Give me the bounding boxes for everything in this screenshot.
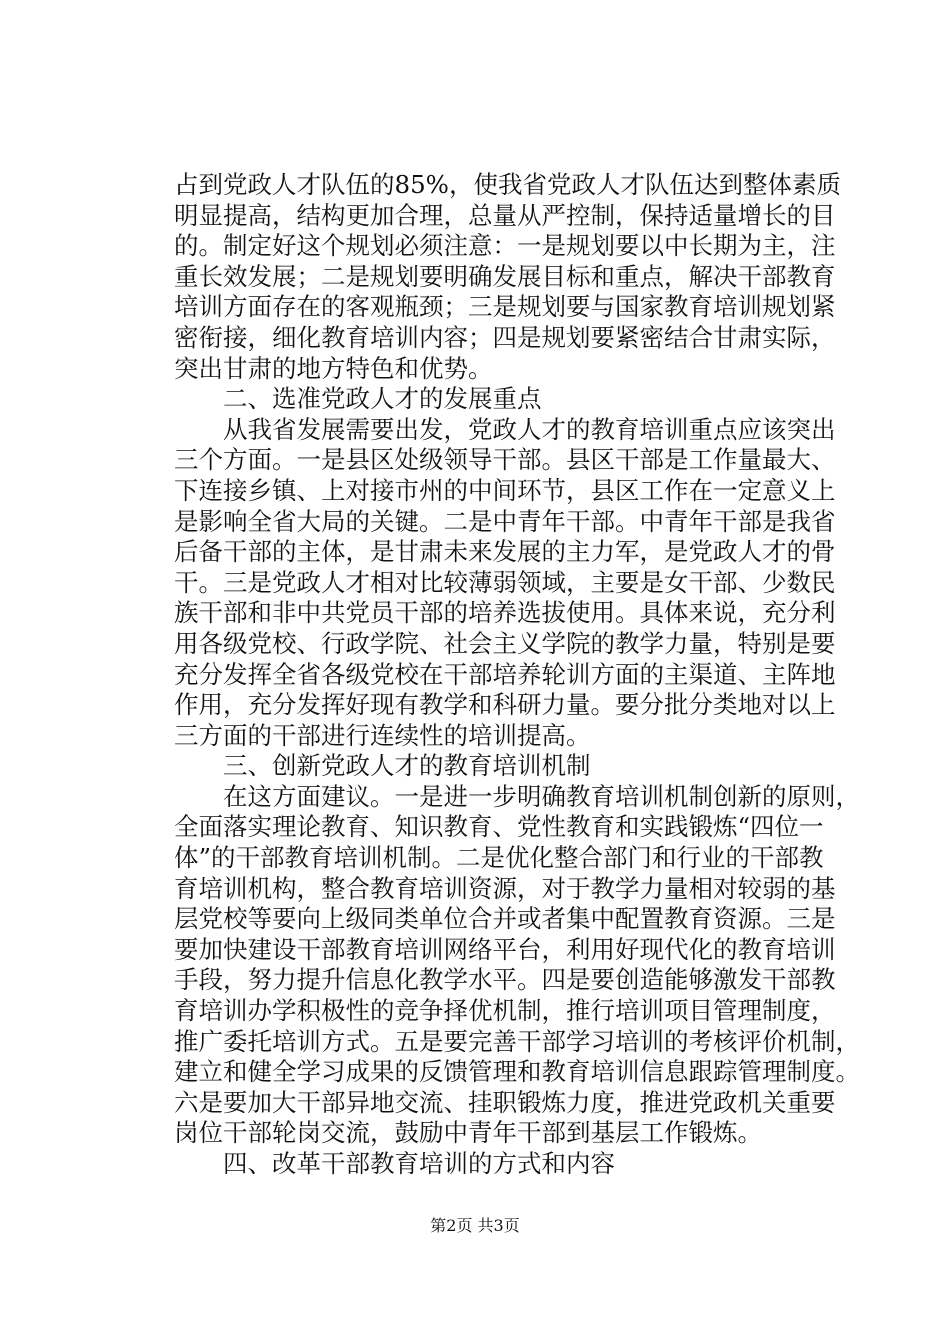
text-line: 干。三是党政人才相对比较薄弱领域，主要是女干部、少数民	[174, 567, 836, 597]
heading-text: 三、创新党政人才的教育培训机制	[223, 751, 591, 781]
text-line: 重长效发展；二是规划要明确发展目标和重点，解决干部教育	[174, 261, 836, 291]
text-line: 三个方面。一是县区处级领导干部。县区干部是工作量最大、	[174, 445, 836, 475]
text-line: 推广委托培训方式。五是要完善干部学习培训的考核评价机制，	[174, 1026, 860, 1056]
paragraph	[174, 170, 841, 384]
document-body	[174, 170, 860, 1180]
text-line: 族干部和非中共党员干部的培养选拔使用。具体来说，充分利	[174, 598, 836, 628]
text-line: 用各级党校、行政学院、社会主义学院的教学力量，特别是要	[174, 628, 836, 658]
section-heading	[174, 751, 776, 782]
text-line: 六是要加大干部异地交流、挂职锻炼力度，推进党政机关重要	[174, 1087, 836, 1117]
text-line: 培训方面存在的客观瓶颈；三是规划要与国家教育培训规划紧	[174, 292, 836, 322]
heading-text: 四、改革干部教育培训的方式和内容	[223, 1149, 615, 1178]
page-footer: 第2页 共3页	[430, 1216, 520, 1235]
text-line: 占到党政人才队伍的85%，使我省党政人才队伍达到整体素质	[174, 170, 841, 199]
section-heading	[174, 384, 776, 415]
text-line: 在这方面建议。一是进一步明确教育培训机制创新的原则，	[223, 781, 860, 811]
section-heading	[174, 1149, 776, 1180]
text-line: 手段，努力提升信息化教学水平。四是要创造能够激发干部教	[174, 965, 836, 995]
text-line: 建立和健全学习成果的反馈管理和教育培训信息跟踪管理制度。	[174, 1057, 860, 1087]
text-line: 的。制定好这个规划必须注意：一是规划要以中长期为主，注	[174, 231, 836, 261]
text-line: 从我省发展需要出发，党政人才的教育培训重点应该突出	[223, 414, 836, 444]
text-line: 下连接乡镇、上对接市州的中间环节，县区工作在一定意义上	[174, 475, 836, 505]
text-line: 后备干部的主体，是甘肃未来发展的主力军，是党政人才的骨	[174, 537, 836, 567]
text-line: 岗位干部轮岗交流，鼓励中青年干部到基层工作锻炼。	[174, 1118, 762, 1148]
text-line: 体”的干部教育培训机制。二是优化整合部门和行业的干部教	[174, 843, 824, 873]
text-line: 育培训办学积极性的竞争择优机制，推行培训项目管理制度，	[174, 996, 836, 1026]
text-line: 三方面的干部进行连续性的培训提高。	[174, 720, 591, 750]
text-line: 要加快建设干部教育培训网络平台，利用好现代化的教育培训	[174, 934, 836, 964]
text-line: 作用，充分发挥好现有教学和科研力量。要分批分类地对以上	[174, 690, 836, 720]
text-line: 明显提高，结构更加合理，总量从严控制，保持适量增长的目	[174, 200, 836, 230]
text-line: 充分发挥全省各级党校在干部培养轮训方面的主渠道、主阵地	[174, 659, 836, 689]
text-line: 全面落实理论教育、知识教育、党性教育和实践锻炼“四位一	[174, 812, 824, 842]
paragraph	[174, 414, 836, 752]
text-line: 是影响全省大局的关键。二是中青年干部。中青年干部是我省	[174, 506, 836, 536]
text-line: 突出甘肃的地方特色和优势。	[174, 353, 493, 383]
text-line: 层党校等要向上级同类单位合并或者集中配置教育资源。三是	[174, 904, 836, 934]
text-line: 密衔接，细化教育培训内容；四是规划要紧密结合甘肃实际，	[174, 322, 836, 352]
text-line: 育培训机构，整合教育培训资源，对于教学力量相对较弱的基	[174, 873, 836, 903]
paragraph	[174, 781, 860, 1149]
heading-text: 二、选准党政人才的发展重点	[223, 384, 542, 414]
